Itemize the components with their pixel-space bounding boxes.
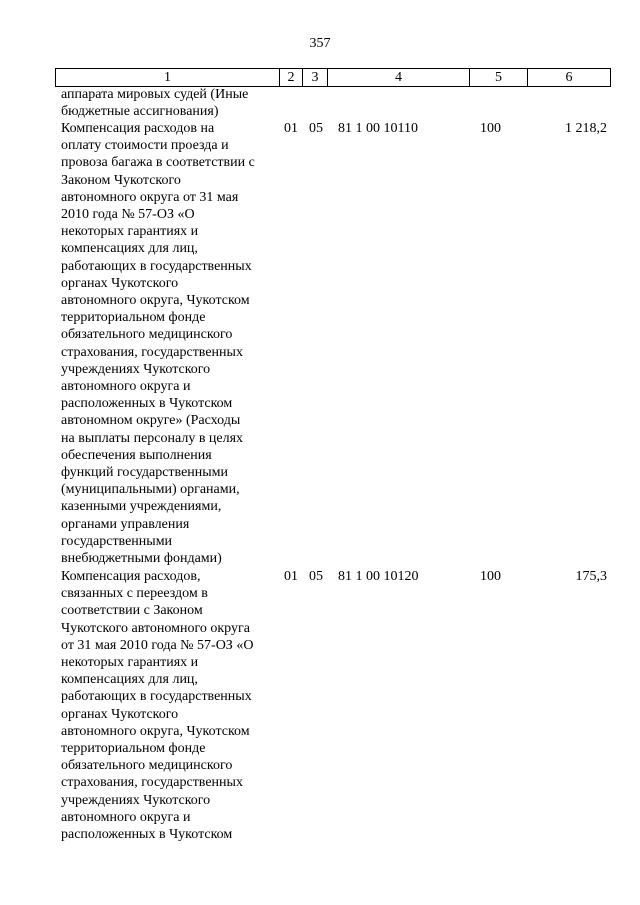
text-line: бюджетные ассигнования) bbox=[61, 104, 219, 120]
page-number: 357 bbox=[309, 36, 331, 51]
text-line: внебюджетными фондами) bbox=[61, 551, 222, 567]
text-line: 2010 года № 57-ОЗ «О bbox=[61, 207, 195, 223]
text-line: Законом Чукотского bbox=[61, 172, 181, 188]
text-line: функций государственными bbox=[61, 465, 229, 481]
column-header-1: 1 bbox=[56, 69, 280, 87]
text-line: органах Чукотского bbox=[61, 275, 179, 291]
text-line: учреждениях Чукотского bbox=[61, 361, 211, 377]
text-line: органах Чукотского bbox=[61, 706, 179, 722]
text-line: на выплаты персоналу в целях bbox=[61, 430, 244, 446]
text-line: государственными bbox=[61, 533, 173, 549]
text-line: автономного округа, Чукотском bbox=[61, 723, 250, 739]
text-line: компенсациях для лиц, bbox=[61, 672, 198, 688]
row-1-col3: 05 bbox=[309, 121, 323, 136]
row-2-description bbox=[61, 568, 281, 843]
text-line: территориальном фонде bbox=[61, 310, 206, 326]
row-1-col5: 100 bbox=[480, 121, 501, 136]
text-line: расположенных в Чукотском bbox=[61, 827, 233, 843]
text-line: Компенсация расходов, bbox=[61, 569, 201, 584]
text-line: автономного округа от 31 мая bbox=[61, 189, 239, 205]
row-1-col4: 81 1 00 10110 bbox=[338, 121, 418, 136]
row-2-col6: 175,3 bbox=[575, 569, 607, 584]
column-header-5: 5 bbox=[470, 69, 528, 87]
text-line: автономного округа и bbox=[61, 379, 191, 395]
text-line: расположенных в Чукотском bbox=[61, 396, 233, 412]
column-header-row bbox=[56, 69, 611, 87]
text-line: учреждениях Чукотского bbox=[61, 792, 211, 808]
text-line: автономного округа и bbox=[61, 809, 191, 825]
row-1-col6: 1 218,2 bbox=[565, 121, 607, 136]
text-line: казенными учреждениями, bbox=[61, 499, 222, 515]
text-line: работающих в государственных bbox=[61, 689, 252, 705]
text-line: компенсациях для лиц, bbox=[61, 241, 198, 257]
continuation-text bbox=[61, 86, 281, 120]
text-line: провоза багажа в соответствии с bbox=[61, 155, 255, 171]
text-line: некоторых гарантиях и bbox=[61, 655, 199, 671]
text-line: страхования, государственных bbox=[61, 344, 243, 360]
column-header-3: 3 bbox=[303, 69, 328, 87]
text-line: от 31 мая 2010 года № 57-ОЗ «О bbox=[61, 637, 254, 653]
row-2-col3: 05 bbox=[309, 569, 323, 584]
text-line: соответствии с Законом bbox=[61, 603, 203, 619]
row-2-col4: 81 1 00 10120 bbox=[338, 569, 419, 584]
text-line: некоторых гарантиях и bbox=[61, 224, 199, 240]
text-line: автономном округе» (Расходы bbox=[61, 413, 241, 429]
column-header-2: 2 bbox=[280, 69, 303, 87]
text-line: обязательного медицинского bbox=[61, 758, 233, 774]
text-line: оплату стоимости проезда и bbox=[61, 138, 229, 154]
column-header-6: 6 bbox=[528, 69, 611, 87]
text-line: Компенсация расходов на bbox=[61, 121, 215, 136]
text-line: автономного округа, Чукотском bbox=[61, 293, 250, 309]
text-line: территориальном фонде bbox=[61, 741, 206, 757]
text-line: (муниципальными) органами, bbox=[61, 482, 240, 498]
text-line: органами управления bbox=[61, 516, 190, 532]
row-2-col5: 100 bbox=[480, 569, 501, 584]
text-line: аппарата мировых судей (Иные bbox=[61, 87, 249, 102]
text-line: страхования, государственных bbox=[61, 775, 243, 791]
row-2-col2: 01 bbox=[284, 569, 298, 584]
text-line: обеспечения выполнения bbox=[61, 447, 212, 463]
row-1-col2: 01 bbox=[284, 121, 298, 136]
row-1-description bbox=[61, 120, 281, 567]
column-header-table bbox=[55, 68, 611, 87]
text-line: связанных с переездом в bbox=[61, 586, 208, 602]
text-line: Чукотского автономного округа bbox=[61, 620, 250, 636]
text-line: работающих в государственных bbox=[61, 258, 252, 274]
text-line: обязательного медицинского bbox=[61, 327, 233, 343]
column-header-4: 4 bbox=[328, 69, 470, 87]
